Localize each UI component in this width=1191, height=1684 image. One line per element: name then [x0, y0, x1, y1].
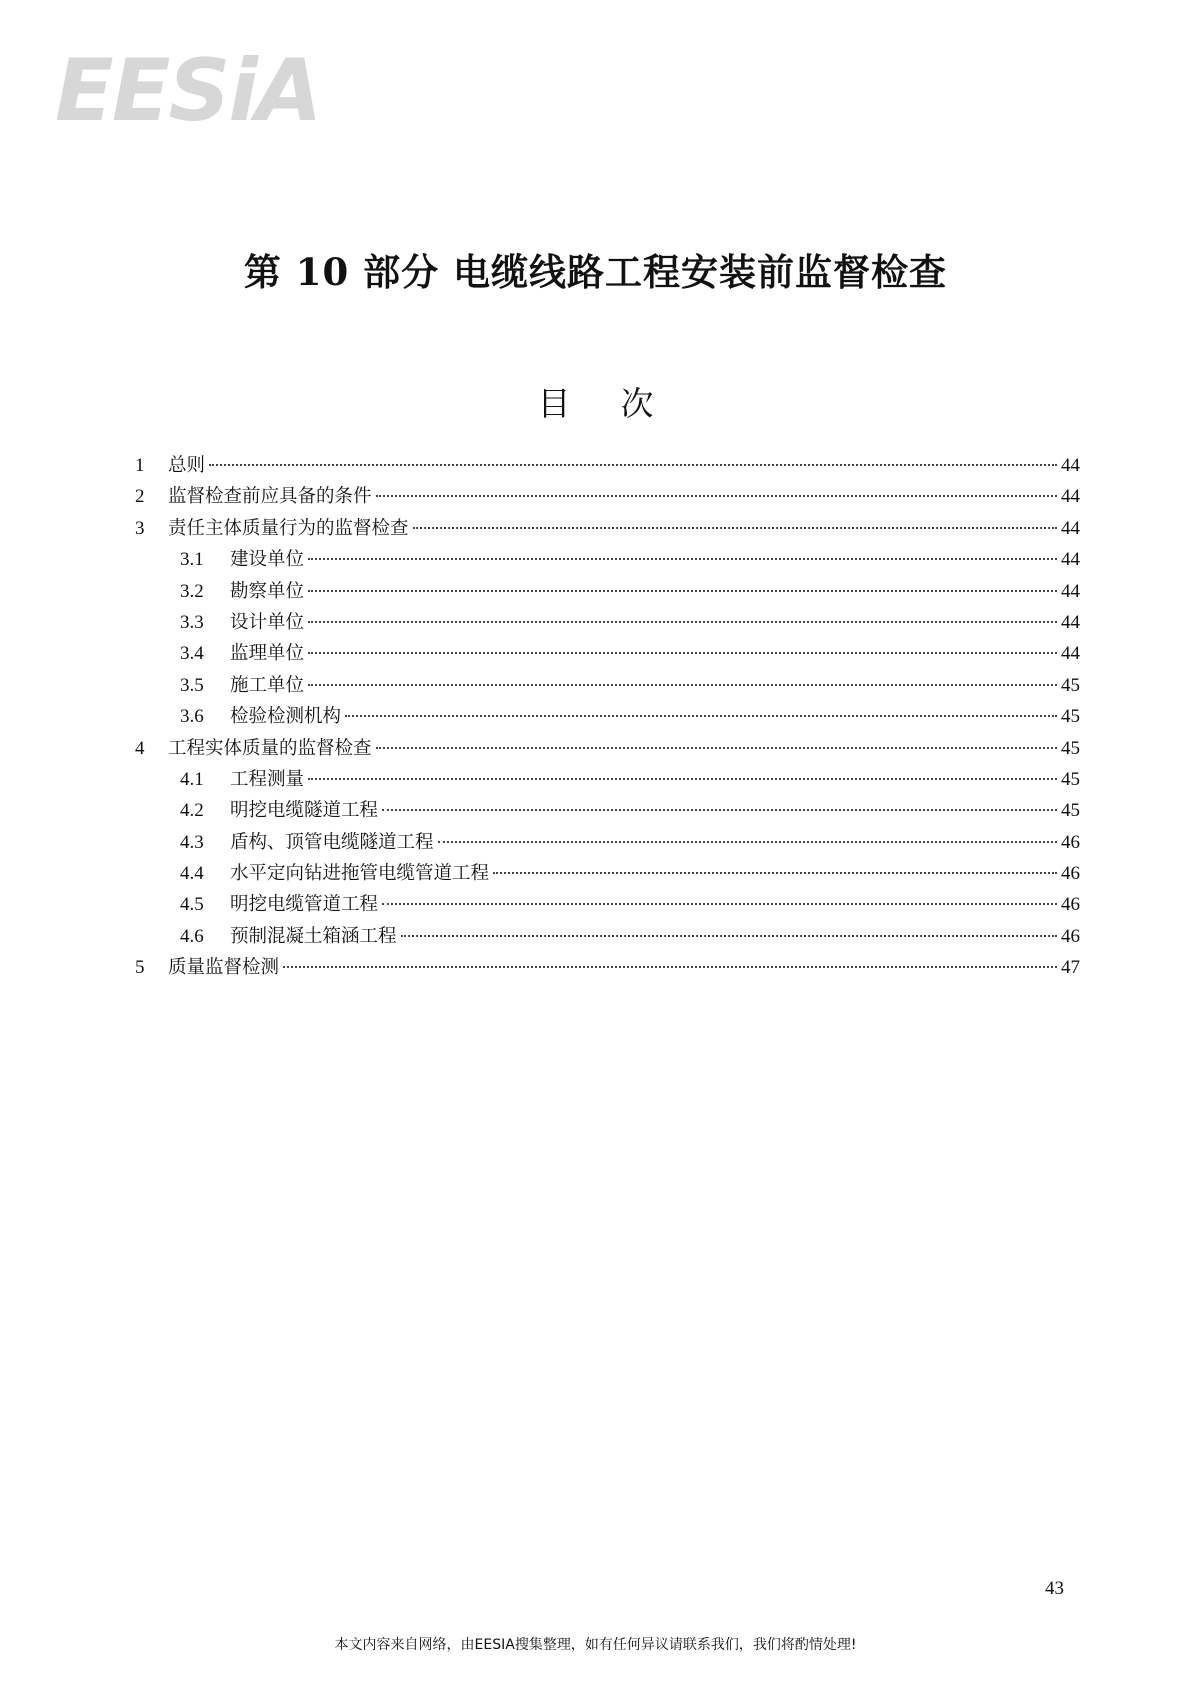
toc-entry-label: 检验检测机构 — [230, 706, 342, 728]
toc-dot-leader — [438, 841, 1057, 843]
toc-entry-label: 盾构、顶管电缆隧道工程 — [230, 831, 434, 853]
toc-entry[interactable] — [135, 639, 1080, 670]
toc-entry[interactable] — [135, 765, 1080, 796]
toc-entry-number: 3.3 — [180, 611, 204, 633]
toc-entry[interactable] — [135, 796, 1080, 827]
toc-entry-number: 3.6 — [180, 706, 204, 728]
toc-entry-number: 3.4 — [180, 643, 204, 665]
toc-entry[interactable] — [135, 890, 1080, 921]
toc-entry[interactable] — [135, 482, 1080, 513]
toc-entry-page: 46 — [1061, 863, 1080, 885]
toc-entry[interactable] — [135, 953, 1080, 984]
toc-entry-number: 4.1 — [180, 768, 204, 790]
toc-dot-leader — [376, 495, 1057, 497]
toc-entry[interactable] — [135, 451, 1080, 482]
toc-entry[interactable] — [135, 671, 1080, 702]
toc-entry-label: 勘察单位 — [230, 580, 305, 602]
toc-entry-number: 5 — [135, 957, 145, 979]
toc-dot-leader — [382, 903, 1057, 905]
toc-entry-label: 质量监督检测 — [168, 957, 280, 979]
toc-dot-leader — [401, 935, 1057, 937]
toc-entry-page: 45 — [1061, 674, 1080, 696]
toc-entry-page: 44 — [1061, 549, 1080, 571]
toc-entry-label: 明挖电缆管道工程 — [230, 894, 379, 916]
toc-entry-number: 3.5 — [180, 674, 204, 696]
toc-entry-label: 责任主体质量行为的监督检查 — [168, 517, 409, 539]
toc-entry-label: 监督检查前应具备的条件 — [168, 486, 372, 508]
toc-entry[interactable] — [135, 859, 1080, 890]
toc-entry-page: 44 — [1061, 611, 1080, 633]
toc-entry-page: 47 — [1061, 957, 1080, 979]
toc-entry-number: 4.2 — [180, 800, 204, 822]
toc-entry-number: 3.2 — [180, 580, 204, 602]
toc-entry[interactable] — [135, 828, 1080, 859]
footer-disclaimer: 本文内容来自网络，由EESIA搜集整理，如有任何异议请联系我们，我们将酌情处理! — [334, 1637, 857, 1653]
toc-dot-leader — [308, 684, 1057, 686]
toc-entry-number: 4.4 — [180, 863, 204, 885]
toc-entry-number: 3.1 — [180, 549, 204, 571]
toc-entry-number: 4.5 — [180, 894, 204, 916]
part-title: 第 10 部分 电缆线路工程安装前监督检查 — [243, 250, 948, 294]
toc-dot-leader — [308, 558, 1057, 560]
toc-entry-label: 工程测量 — [230, 768, 305, 790]
toc-entry-page: 44 — [1061, 643, 1080, 665]
toc-entry[interactable] — [135, 922, 1080, 953]
toc-entry-number: 2 — [135, 486, 145, 508]
table-of-contents — [135, 451, 1080, 985]
toc-dot-leader — [209, 464, 1057, 466]
toc-entry-label: 建设单位 — [230, 549, 305, 571]
toc-entry-label: 水平定向钻进拖管电缆管道工程 — [230, 863, 490, 885]
toc-entry-page: 45 — [1061, 737, 1080, 759]
toc-entry-page: 46 — [1061, 894, 1080, 916]
toc-entry-number: 3 — [135, 517, 145, 539]
toc-entry-page: 46 — [1061, 925, 1080, 947]
toc-entry-page: 45 — [1061, 800, 1080, 822]
toc-entry-page: 45 — [1061, 706, 1080, 728]
toc-entry-label: 设计单位 — [230, 611, 305, 633]
toc-entry[interactable] — [135, 702, 1080, 733]
toc-entry-page: 44 — [1061, 486, 1080, 508]
toc-entry-label: 工程实体质量的监督检查 — [168, 737, 372, 759]
toc-dot-leader — [345, 715, 1057, 717]
toc-entry-number: 4.3 — [180, 831, 204, 853]
toc-dot-leader — [308, 621, 1057, 623]
toc-entry[interactable] — [135, 514, 1080, 545]
toc-entry[interactable] — [135, 608, 1080, 639]
toc-dot-leader — [493, 872, 1057, 874]
toc-dot-leader — [376, 747, 1057, 749]
toc-entry-page: 46 — [1061, 831, 1080, 853]
page-number: 43 — [1045, 1578, 1064, 1599]
toc-entry-number: 1 — [135, 455, 145, 476]
toc-entry-number: 4 — [135, 737, 145, 759]
toc-entry-label: 总则 — [168, 455, 206, 476]
toc-entry-number: 4.6 — [180, 925, 204, 947]
eesia-logo-watermark: EESiA — [55, 41, 321, 141]
toc-entry[interactable] — [135, 545, 1080, 576]
toc-entry-page: 44 — [1061, 580, 1080, 602]
toc-entry-label: 监理单位 — [230, 643, 305, 665]
toc-dot-leader — [308, 590, 1057, 592]
toc-dot-leader — [308, 778, 1057, 780]
toc-entry-label: 明挖电缆隧道工程 — [230, 800, 379, 822]
toc-heading: 目次 — [537, 384, 704, 423]
toc-entry[interactable] — [135, 734, 1080, 765]
toc-dot-leader — [413, 527, 1057, 529]
toc-entry-page: 45 — [1061, 768, 1080, 790]
toc-dot-leader — [308, 652, 1057, 654]
toc-entry-page: 44 — [1061, 455, 1080, 476]
toc-entry-label: 施工单位 — [230, 674, 305, 696]
toc-dot-leader — [382, 809, 1057, 811]
toc-entry[interactable] — [135, 577, 1080, 608]
toc-entry-page: 44 — [1061, 517, 1080, 539]
toc-entry-label: 预制混凝土箱涵工程 — [230, 925, 397, 947]
toc-dot-leader — [283, 966, 1057, 968]
